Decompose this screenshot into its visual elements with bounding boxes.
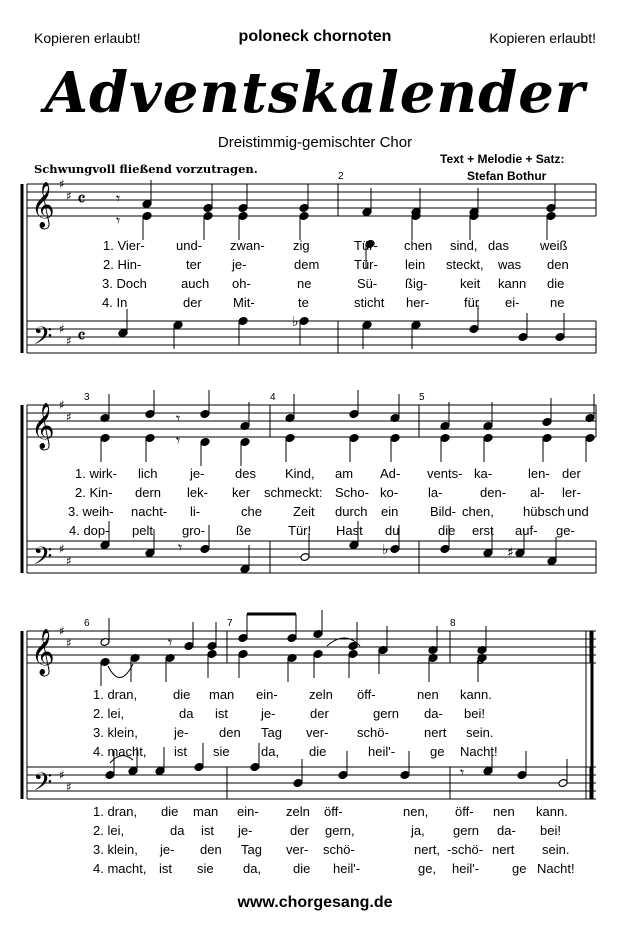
tempo-marking: Schwungvoll fließend vorzutragen. [34, 162, 258, 176]
lyric-syllable: den [547, 257, 569, 272]
lyric-syllable: nen, [403, 804, 429, 819]
lyric-syllable: je- [261, 706, 276, 721]
lyric-syllable: der [562, 466, 581, 481]
lyric-syllable: chen [404, 238, 433, 253]
lyric-syllable: die [309, 744, 327, 759]
lyric-syllable: öff- [357, 687, 376, 702]
lyric-syllable: da [179, 706, 194, 721]
whole-note-icon: 𝅝 [476, 645, 484, 669]
lyric-syllable: den- [480, 485, 507, 500]
lyric-syllable: dem [294, 257, 320, 272]
bass-clef-icon: 𝄢 [33, 768, 53, 803]
lyric-syllable: 3. weih- [68, 504, 114, 519]
lyric-syllable: Nacht! [537, 861, 575, 876]
lyric-syllable: oh- [232, 276, 251, 291]
eighth-rest-icon: 𝄾 [176, 431, 181, 450]
lyric-syllable: was [498, 257, 522, 272]
lyric-syllable: da, [261, 744, 280, 759]
lyric-syllable: ver- [286, 842, 309, 857]
lyric-syllable: da, [243, 861, 262, 876]
common-time-icon: 𝄴 [77, 187, 86, 211]
song-title: Adventskalender [44, 60, 586, 126]
lyric-syllable: bei! [540, 823, 561, 838]
lyric-syllable: zwan- [230, 238, 265, 253]
lyric-syllable: heil'- [452, 861, 480, 876]
lyric-syllable: ka- [474, 466, 493, 481]
lyric-syllable: Zeit [293, 504, 315, 519]
lyric-syllable: gern, [325, 823, 355, 838]
treble-staff [27, 184, 596, 216]
lyric-syllable: ne [550, 295, 565, 310]
publisher-brand: poloneck chornoten [238, 28, 392, 45]
lyric-syllable: sie [197, 861, 214, 876]
lyric-syllable: Nacht! [460, 744, 498, 759]
lyric-syllable: sein. [466, 725, 494, 740]
lyric-syllable: her- [406, 295, 430, 310]
lyric-syllable: 1. dran, [93, 687, 138, 702]
lyric-syllable: der [183, 295, 202, 310]
lyric-syllable: die [438, 523, 456, 538]
lyric-syllable: ist [174, 744, 187, 759]
lyric-syllable: bei! [464, 706, 485, 721]
lyric-syllable: che [241, 504, 262, 519]
key-signature-sharp: ♯ [59, 542, 65, 556]
eighth-rest-icon: 𝄾 [178, 538, 183, 557]
lyric-syllable: zeln [286, 804, 310, 819]
lyric-syllable: Hast [336, 523, 363, 538]
treble-clef-icon: 𝄞 [31, 182, 55, 228]
lyric-syllable: 4. In [102, 295, 128, 310]
lyric-syllable: der [310, 706, 329, 721]
lyric-syllable: die [173, 687, 191, 702]
lyric-syllable: lich [138, 466, 158, 481]
lyric-syllable: 4. dop- [69, 523, 110, 538]
lyric-syllable: und- [176, 238, 203, 253]
lyric-syllable: da- [424, 706, 443, 721]
lyric-syllable: des [235, 466, 256, 481]
lyric-syllable: Mit- [233, 295, 255, 310]
eighth-rest-icon: 𝄾 [116, 189, 121, 208]
lyric-syllable: den [200, 842, 222, 857]
lyric-syllable: ko- [380, 485, 399, 500]
lyric-syllable: kann. [536, 804, 568, 819]
lyric-syllable: la- [428, 485, 443, 500]
lyric-syllable: ßig- [405, 276, 428, 291]
measure-number: 3 [84, 392, 90, 403]
lyric-syllable: je- [190, 466, 205, 481]
lyric-syllable: 4. macht, [93, 744, 147, 759]
key-signature-sharp: ♯ [66, 189, 72, 203]
lyric-syllable: ist [215, 706, 228, 721]
lyric-syllable: gern [453, 823, 480, 838]
measure-number: 8 [450, 618, 456, 629]
lyric-syllable: ja, [411, 823, 425, 838]
lyric-syllable: je- [174, 725, 189, 740]
lyric-syllable: keit [460, 276, 481, 291]
lyric-syllable: zig [293, 238, 310, 253]
copy-note-left: Kopieren erlaubt! [34, 30, 141, 46]
lyric-syllable: kann [498, 276, 527, 291]
lyric-syllable: al- [530, 485, 545, 500]
lyric-syllable: nen [493, 804, 515, 819]
lyric-syllable: nert, [414, 842, 441, 857]
lyric-syllable: heil'- [368, 744, 396, 759]
lyric-syllable: öff- [455, 804, 474, 819]
flat-accidental: ♭ [382, 542, 389, 558]
lyric-syllable: gro- [182, 523, 206, 538]
lyric-syllable: auch [181, 276, 210, 291]
eighth-rest-icon: 𝄾 [460, 763, 465, 782]
lyric-syllable: je- [160, 842, 175, 857]
lyric-syllable: te [298, 295, 309, 310]
lyric-syllable: Tür! [288, 523, 312, 538]
flat-accidental: ♭ [292, 314, 299, 330]
lyric-syllable: ist [201, 823, 214, 838]
lyric-syllable: auf- [515, 523, 538, 538]
lyric-syllable: man [209, 687, 235, 702]
lyric-syllable: chen, [462, 504, 494, 519]
bass-clef-icon: 𝄢 [33, 542, 53, 577]
lyric-syllable: für [464, 295, 480, 310]
lyric-syllable: dern [135, 485, 162, 500]
lyric-syllable: ker [232, 485, 251, 500]
eighth-rest-icon: 𝄾 [176, 409, 181, 428]
lyric-syllable: pelt [132, 523, 153, 538]
lyric-syllable: ist [159, 861, 172, 876]
lyric-syllable: Tür- [354, 238, 378, 253]
lyric-syllable: sticht [354, 295, 385, 310]
lyric-syllable: sie [213, 744, 230, 759]
key-signature-sharp: ♯ [66, 636, 72, 650]
sharp-accidental: ♯ [507, 545, 514, 561]
lyric-syllable: ei- [505, 295, 520, 310]
lyric-syllable: schö- [357, 725, 389, 740]
lyric-syllable: nen [417, 687, 439, 702]
lyric-syllable: len- [528, 466, 550, 481]
lyric-syllable: ge [512, 861, 527, 876]
lyric-syllable: li- [190, 504, 201, 519]
lyric-syllable: die [293, 861, 311, 876]
website-footer[interactable]: www.chorgesang.de [237, 894, 393, 911]
lyric-syllable: 4. macht, [93, 861, 147, 876]
key-signature-sharp: ♯ [59, 177, 65, 191]
lyric-syllable: öff- [324, 804, 343, 819]
lyric-syllable: ein- [256, 687, 278, 702]
lyric-syllable: 2. lei, [93, 823, 125, 838]
lyric-syllable: am [335, 466, 354, 481]
lyric-syllable: die [161, 804, 179, 819]
lyric-syllable: und [567, 504, 589, 519]
lyric-syllable: man [193, 804, 219, 819]
lyric-syllable: vents- [427, 466, 463, 481]
lyric-syllable: sein. [542, 842, 570, 857]
lyric-syllable: Ad- [380, 466, 401, 481]
lyric-syllable: schmeckt: [264, 485, 323, 500]
lyric-syllable: Tür- [354, 257, 378, 272]
lyric-syllable: Tag [261, 725, 282, 740]
song-subtitle: Dreistimmig-gemischter Chor [217, 134, 413, 151]
lyric-syllable: den [219, 725, 241, 740]
lyric-syllable: 3. klein, [93, 842, 138, 857]
lyric-syllable: ler- [562, 485, 581, 500]
lyric-syllable: 1. dran, [93, 804, 138, 819]
lyric-syllable: ge- [556, 523, 575, 538]
lyric-syllable: ver- [306, 725, 329, 740]
credits-line-1: Text + Melodie + Satz: [440, 152, 565, 166]
credits-composer: Stefan Bothur [467, 169, 547, 183]
key-signature-sharp: ♯ [59, 322, 65, 336]
lyric-syllable: hübsch [523, 504, 565, 519]
lyric-syllable: Sü- [357, 276, 378, 291]
lyric-syllable: ter [186, 257, 202, 272]
lyric-syllable: heil'- [333, 861, 361, 876]
lyric-syllable: 3. klein, [93, 725, 138, 740]
lyric-syllable: die [547, 276, 565, 291]
key-signature-sharp: ♯ [66, 554, 72, 568]
lyric-syllable: das [488, 238, 509, 253]
lyric-syllable: weiß [540, 238, 568, 253]
measure-number: 6 [84, 618, 90, 629]
lyric-syllable: erst [472, 523, 494, 538]
lyric-syllable: der [290, 823, 309, 838]
lyric-syllable: Kind, [285, 466, 315, 481]
lyric-syllable: durch [335, 504, 368, 519]
treble-clef-icon: 𝄞 [31, 629, 55, 675]
key-signature-sharp: ♯ [66, 410, 72, 424]
eighth-rest-icon: 𝄾 [116, 211, 121, 230]
lyric-syllable: sind, [450, 238, 478, 253]
lyric-syllable: -schö- [447, 842, 484, 857]
lyric-syllable: 3. Doch [102, 276, 147, 291]
measure-number: 5 [419, 392, 425, 403]
key-signature-sharp: ♯ [59, 624, 65, 638]
lyric-syllable: nert [492, 842, 515, 857]
lyric-syllable: Scho- [335, 485, 369, 500]
lyric-syllable: ge, [418, 861, 437, 876]
lyric-syllable: je- [232, 257, 247, 272]
eighth-rest-icon: 𝄾 [168, 633, 173, 652]
key-signature-sharp: ♯ [66, 334, 72, 348]
lyric-syllable: 2. Kin- [75, 485, 113, 500]
lyric-syllable: kann. [460, 687, 492, 702]
measure-number: 7 [227, 618, 233, 629]
lyric-syllable: 2. lei, [93, 706, 125, 721]
common-time-icon: 𝄴 [77, 324, 86, 348]
lyric-syllable: 1. wirk- [75, 466, 117, 481]
bass-staff [27, 321, 596, 353]
slur [108, 664, 133, 678]
lyric-syllable: gern [373, 706, 400, 721]
lyric-syllable: lek- [187, 485, 208, 500]
key-signature-sharp: ♯ [66, 780, 72, 794]
lyric-syllable: 1. Vier- [103, 238, 145, 253]
treble-staff [27, 631, 596, 663]
lyric-syllable: ne [297, 276, 312, 291]
lyric-syllable: lein [405, 257, 426, 272]
lyric-syllable: schö- [323, 842, 355, 857]
key-signature-sharp: ♯ [59, 398, 65, 412]
lyric-syllable: je- [238, 823, 253, 838]
lyric-syllable: steckt, [446, 257, 484, 272]
copy-note-right: Kopieren erlaubt! [489, 30, 596, 46]
bass-clef-icon: 𝄢 [33, 322, 53, 357]
lyric-syllable: ße [236, 523, 252, 538]
lyric-syllable: Bild- [430, 504, 457, 519]
lyric-syllable: ein [381, 504, 399, 519]
lyric-syllable: da [170, 823, 185, 838]
lyric-syllable: Tag [241, 842, 262, 857]
lyric-syllable: da- [497, 823, 516, 838]
key-signature-sharp: ♯ [59, 768, 65, 782]
lyric-syllable: ein- [237, 804, 259, 819]
lyric-syllable: zeln [309, 687, 333, 702]
lyric-syllable: 2. Hin- [103, 257, 142, 272]
lyric-syllable: nacht- [131, 504, 168, 519]
lyric-syllable: du [385, 523, 400, 538]
measure-number: 2 [338, 171, 344, 182]
lyric-syllable: ge [430, 744, 445, 759]
lyric-syllable: nert [424, 725, 447, 740]
measure-number: 4 [270, 392, 276, 403]
treble-staff [27, 405, 596, 437]
treble-clef-icon: 𝄞 [31, 403, 55, 449]
